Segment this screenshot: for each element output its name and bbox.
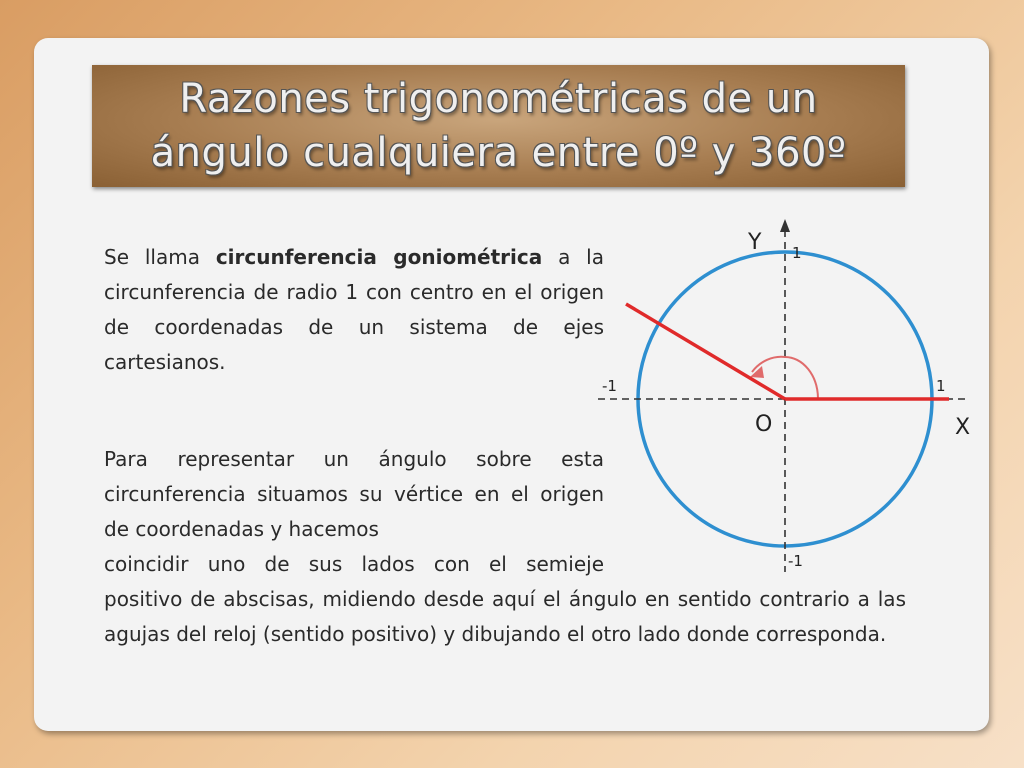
title-line-2: ángulo cualquiera entre 0º y 360º xyxy=(150,130,847,176)
title-line-1: Razones trigonométricas de un xyxy=(179,76,818,122)
x-axis-label: X xyxy=(955,415,971,440)
definition-text-end: a la circunferencia de radio 1 con centro en el origen de coordenadas de un sistema de ejes cartesianos. xyxy=(104,245,604,374)
y-tick-top: 1 xyxy=(792,244,802,262)
y-axis-arrow-icon xyxy=(780,219,790,232)
y-axis-label: Y xyxy=(748,230,762,255)
terminal-side-ray xyxy=(626,304,785,399)
x-tick-left: -1 xyxy=(602,377,617,395)
x-tick-right: 1 xyxy=(936,377,946,395)
representation-text-part2: coincidir uno de sus lados con el semieje xyxy=(104,552,604,576)
representation-text-part3: positivo de abscisas, midiendo desde aquí el ángulo en sentido contrario a las agujas del reloj (sentido positivo) y dibujando el otro lado donde corresponda. xyxy=(104,587,906,646)
origin-label: O xyxy=(755,412,773,437)
representation-text-part1: Para representar un ángulo sobre esta circunferencia situamos su vértice en el origen de coordenadas y hacemos xyxy=(104,447,604,541)
definition-term: circunferencia goniométrica xyxy=(215,245,543,269)
y-tick-bottom: -1 xyxy=(788,552,803,570)
definition-text-start: Se llama xyxy=(104,245,216,269)
